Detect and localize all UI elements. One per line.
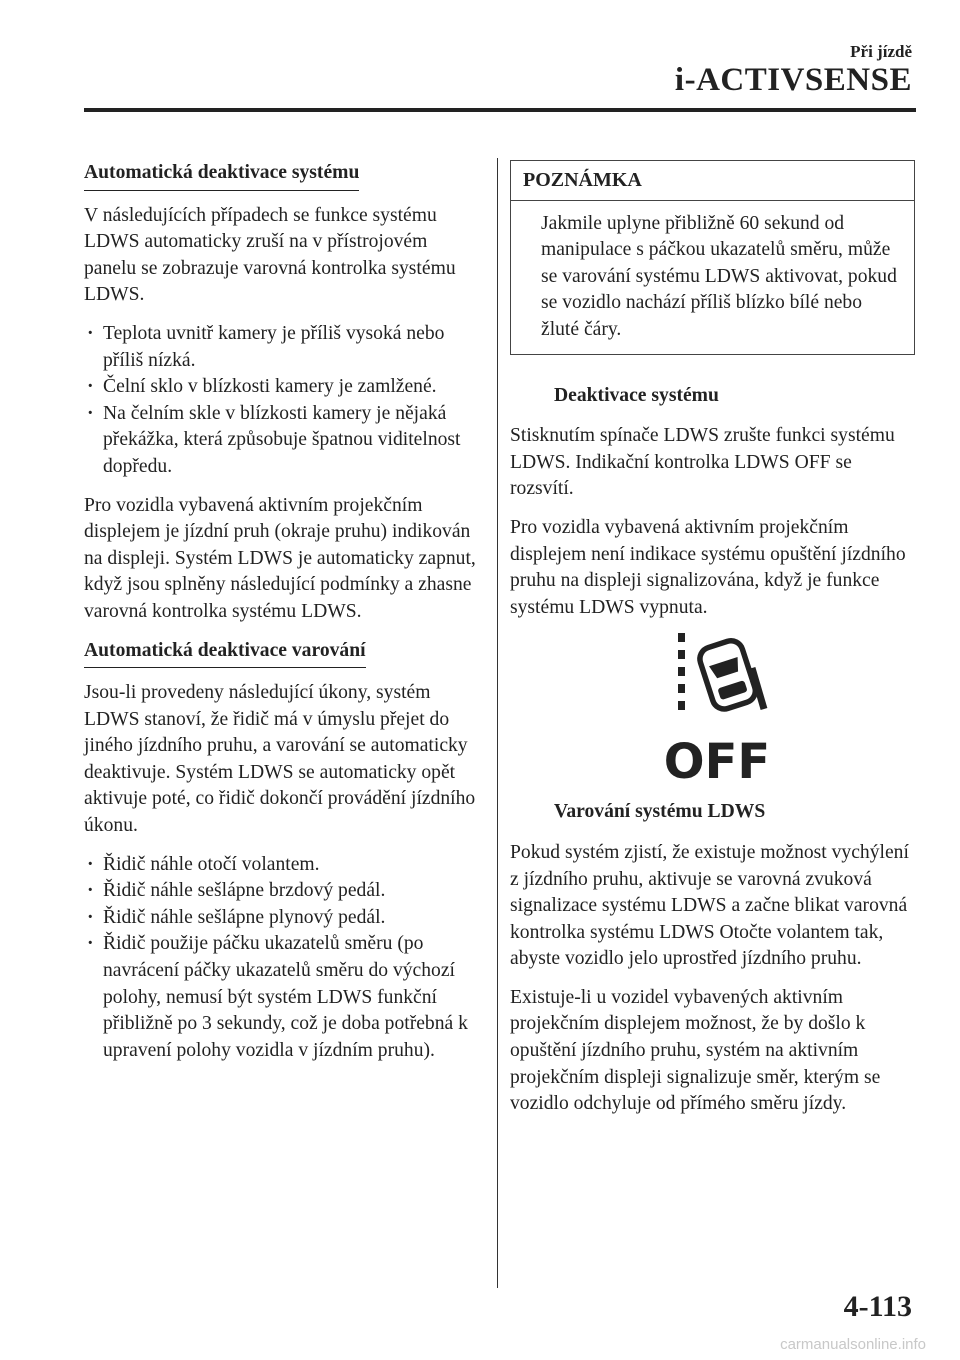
page-number: 4-113 (843, 1290, 912, 1323)
header-rule (84, 108, 916, 112)
paragraph: Pokud systém zjistí, že existuje možnost vychýlení z jízdního pruhu, aktivuje se varovná zvuková signalizace systému LDWS a začne blikat varovná kontrolka systému LDWS Otočte volantem tak, abyste vozidlo jelo uprostřed jízdního pruhu. (510, 841, 909, 970)
condition-list (84, 321, 484, 481)
list-item: · Řidič náhle otočí volantem. (84, 852, 484, 879)
paragraph: Stisknutím spínače LDWS zrušte funkci systému LDWS. Indikační kontrolka LDWS OFF se rozsvítí. (510, 425, 895, 500)
watermark: carmanualsonline.info (780, 1336, 926, 1353)
list-item: · Řidič náhle sešlápne plynový pedál. (84, 905, 484, 932)
heading-ldws-warning: Varování systému LDWS (554, 801, 766, 823)
icon-off-label: OFF (663, 734, 771, 784)
right-column (510, 160, 915, 1130)
left-column (84, 160, 484, 1076)
paragraph: Pro vozidla vybavená aktivním projekčním displejem je jízdní pruh (okraje pruhu) indikován na displeji. Systém LDWS je automaticky zapnut, když jsou splněny následující podmínky a zhasne varovná kontrolka systému LDWS. (84, 494, 476, 622)
action-list (84, 852, 484, 1065)
paragraph: V následujících případech se funkce systému LDWS automaticky zruší na v přístrojovém panelu se zobrazuje varovná kontrolka systému LDWS. (84, 204, 456, 306)
list-item: · Řidič použije páčku ukazatelů směru (po navrácení páčky ukazatelů směru do výchozí polohy, nemusí být systém LDWS funkční přibližně po 3 sekundy, což je doba potřebná k upravení polohy vozidla v jízdním pruhu). (84, 931, 484, 1064)
heading-system-deactivation: Deaktivace systému (554, 384, 719, 406)
list-item: · Čelní sklo v blízkosti kamery je zamlžené. (84, 374, 484, 401)
paragraph: Pro vozidla vybavená aktivním projekčním displejem není indikace systému opuštění jízdního pruhu na displeji signalizována, když je funkce systému LDWS vypnuta. (510, 516, 906, 618)
note-box (510, 160, 915, 355)
paragraph: Jsou-li provedeny následující úkony, systém LDWS stanoví, že řidič má v úmyslu přejet do jiného jízdního pruhu, a varování se automaticky deaktivuje. Systém LDWS se automaticky opět aktivuje poté, co řidič dokončí provádění jízdního úkonu. (84, 682, 476, 837)
paragraph: Existuje-li u vozidel vybavených aktivním projekčním displejem možnost, že by došlo k opuštění jízdního pruhu, systém na aktivním projekčním displeji signalizuje směr, kterým se vozidlo odchyluje od přímého směru jízdy. (510, 986, 881, 1115)
heading-auto-deactivation: Automatická deaktivace systému (84, 160, 359, 191)
note-text: Jakmile uplyne přibližně 60 sekund od manipulace s páčkou ukazatelů směru, může se varování systému LDWS aktivovat, pokud se vozidlo nachází příliš blízko bílé nebo žluté čáry. (541, 212, 897, 340)
list-item: · Řidič náhle sešlápne brzdový pedál. (84, 878, 484, 905)
list-item: · Na čelním skle v blízkosti kamery je nějaká překážka, která způsobuje špatnou viditelnost dopředu. (84, 401, 484, 481)
column-divider (497, 158, 498, 1288)
section-title: i-ACTIVSENSE (674, 62, 912, 98)
list-item: · Teplota uvnitř kamery je příliš vysoká nebo příliš nízká. (84, 321, 484, 374)
ldws-off-indicator-icon (652, 633, 782, 783)
heading-warning-deactivation: Automatická deaktivace varování (84, 638, 366, 669)
chapter-title: Při jízdě (850, 42, 912, 61)
note-title: POZNÁMKA (511, 161, 914, 201)
